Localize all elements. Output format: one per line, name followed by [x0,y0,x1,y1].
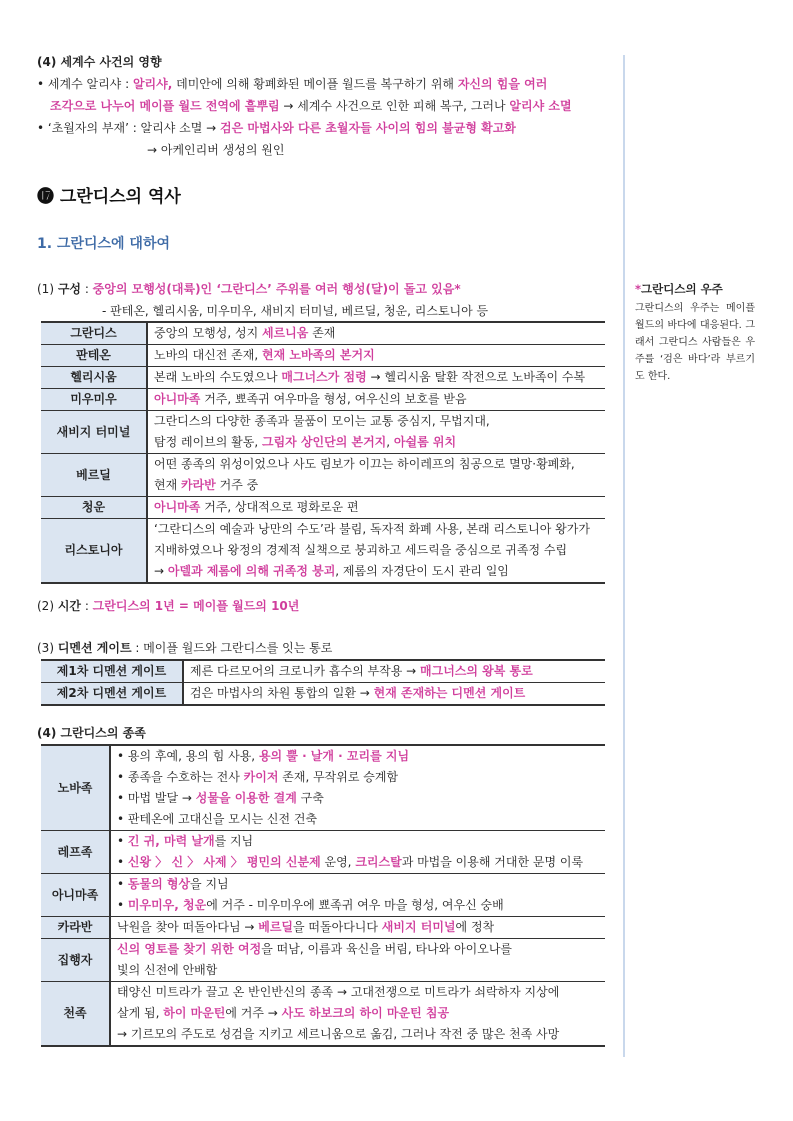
text-segment: 지배하였으나 왕정의 경제적 실책으로 붕괴하고 세드릭을 중심으로 귀족정 수립 [154,543,568,557]
row-content [147,367,605,389]
content-line [154,367,599,388]
highlighted-text: 조각으로 나누어 메이플 월드 전역에 흩뿌림 [50,99,280,113]
row-content [147,345,605,367]
content-line [154,519,599,540]
row-content [110,874,605,917]
highlighted-text: 크리스탈 [355,855,402,869]
highlighted-text: 미우미우, 청운 [127,898,207,912]
table-row [41,831,605,874]
prev-line [37,73,547,95]
row-label: 천족 [41,982,110,1047]
text-segment: 노바의 대신전 존재, [154,348,262,362]
highlighted-text: 아니마족 [154,392,201,406]
text-segment: → 기르모의 주도로 성검을 지키고 세르니움으로 옮김, 그러나 작전 중 많은 천족 사망 [117,1027,560,1041]
text-segment: 구축 [296,791,324,805]
highlighted-text: 그림자 상인단의 본거지 [262,435,387,449]
text-segment: • [117,898,128,912]
row-content [147,411,605,454]
text-segment: → 세계수 사건으로 인한 피해 복구, 그러나 [279,99,510,113]
highlighted-text: 중앙의 모행성(대륙)인 ‘그란디스’ 주위를 여러 행성(달)이 돌고 있음 [92,282,455,296]
text-segment: • 종족을 수호하는 전사 [117,770,244,784]
prev-line [147,139,284,161]
row-content [147,389,605,411]
text-segment: 제른 다르모어의 크로니카 흡수의 부작용 → [190,664,421,678]
row-label: 제2차 디멘션 게이트 [41,683,183,706]
text-segment: 본래 노바의 수도였으나 [154,370,282,384]
table-row [41,411,605,454]
row-content [110,939,605,982]
text-segment: (4) 그란디스의 종족 [37,726,146,740]
content-line [154,540,599,561]
highlighted-text: 세르니움 [262,326,309,340]
table-row [41,322,605,345]
table-row [41,454,605,497]
section-subtitle: 1. 그란디스에 대하여 [37,236,170,252]
row-content [183,683,605,706]
content-line [117,939,599,960]
table-row [41,683,605,706]
races-heading [37,722,146,744]
text-segment: 시간 [57,599,81,613]
table-row [41,389,605,411]
row-label: 집행자 [41,939,110,982]
text-segment: 구성 [57,282,81,296]
text-segment: : [81,282,93,296]
text-segment: • 세계수 알리샤 : [37,77,133,91]
text-segment: 탐정 레이브의 활동, [154,435,262,449]
content-line [154,561,599,582]
text-segment: 태양신 미트라가 끌고 온 반인반신의 종족 → 고대전쟁으로 미트라가 쇠락하자 지상에 [117,985,560,999]
text-segment: 빛의 신전에 안배함 [117,963,218,977]
content-line [117,1024,599,1045]
content-line [117,982,599,1003]
highlighted-text: 자신의 힘을 여러 [457,77,548,91]
text-segment: • 판테온에 고대신을 모시는 신전 건축 [117,812,318,826]
content-line [154,454,599,475]
text-segment: → [154,564,168,578]
highlighted-text: 베르딜 [258,920,294,934]
row-label: 새비지 터미널 [41,411,147,454]
text-segment: 데미안에 의해 황폐화된 메이플 월드를 복구하기 위해 [172,77,458,91]
highlighted-text: 매그너스가 점령 [281,370,367,384]
gate-heading [37,637,332,659]
row-label: 청운 [41,497,147,519]
table-row [41,519,605,584]
text-segment: • [117,834,128,848]
content-line [117,809,599,830]
text-segment: , 제롬의 자경단이 도시 관리 일임 [335,564,509,578]
side-note-title-text: 그란디스의 우주 [641,282,723,296]
prev-line [37,117,516,139]
side-note-body: 그란디스의 우주는 메이플 월드의 바다에 대응된다. 그래서 그란디스 사람들은 우주를 ‘검은 바다’라 부르기도 한다. [635,303,755,382]
highlighted-text: 검은 마법사와 다른 초월자들 사이의 힘의 불균형 확고화 [220,121,516,135]
highlighted-text: 알리샤 소멸 [509,99,572,113]
row-label: 판테온 [41,345,147,367]
text-segment: 검은 마법사의 차원 통합의 일환 → [190,686,374,700]
highlighted-text: 카이저 [243,770,279,784]
highlighted-text: 현재 노바족의 본거지 [262,348,375,362]
row-label: 미우미우 [41,389,147,411]
text-segment: 존재, 무작위로 승계함 [278,770,399,784]
content-line [154,432,599,453]
highlighted-text: 용의 뿔 · 날개 · 꼬리를 지님 [258,749,410,763]
row-content [183,660,605,683]
text-segment: , [386,435,394,449]
highlighted-text: 아델과 제롬에 의해 귀족정 붕괴 [167,564,336,578]
highlighted-text: 긴 귀, 마력 날개 [127,834,215,848]
highlighted-text: 매그너스의 왕복 통로 [420,664,533,678]
prev-heading: (4) 세계수 사건의 영향 [37,55,162,69]
content-line [190,683,599,704]
content-line [154,411,599,432]
content-line [117,917,599,938]
side-note [635,281,755,385]
highlighted-text: 그란디스의 1년 = 메이플 월드의 10년 [92,599,300,613]
highlighted-text: 동물의 형상 [127,877,191,891]
content-line [117,767,599,788]
content-line [154,475,599,496]
table-row [41,874,605,917]
content-line [117,874,599,895]
table-row [41,660,605,683]
row-label: 아니마족 [41,874,110,917]
text-segment: 현재 [154,478,181,492]
text-segment: → 헬리시움 탈환 작전으로 노바족이 수복 [366,370,586,384]
row-label: 헬리시움 [41,367,147,389]
text-segment: 낙원을 찾아 떠돌아다님 → [117,920,259,934]
text-segment: 과 마법을 이용해 거대한 문명 이룩 [401,855,584,869]
text-segment: (3) [37,641,58,655]
side-note-title [635,281,755,298]
text-segment: (1) [37,282,58,296]
table-row [41,345,605,367]
content-line [117,895,599,916]
row-label: 리스토니아 [41,519,147,584]
text-segment: 존재 [308,326,336,340]
table-row [41,745,605,831]
highlighted-text: 현재 존재하는 디멘션 게이트 [373,686,526,700]
row-label: 노바족 [41,745,110,831]
content-line [117,746,599,767]
text-segment: • ‘초월자의 부재’ : 알리샤 소멸 → [37,121,221,135]
number-badge: ⓱ [37,187,54,207]
text-segment: 디멘션 게이트 [57,641,132,655]
row-content [110,831,605,874]
text-segment: 에 거주 → [225,1006,282,1020]
highlighted-text: 아쉴롬 위치 [393,435,457,449]
content-line [117,831,599,852]
content-line [154,389,599,410]
highlighted-text: 카라반 [181,478,216,492]
composition-sub: - 판테온, 헬리시움, 미우미우, 새비지 터미널, 베르딜, 청운, 리스토니아 등 [102,304,489,318]
row-label: 카라반 [41,917,110,939]
composition-heading [37,278,461,300]
section-title-text: 그란디스의 역사 [59,187,181,207]
table-row [41,982,605,1047]
text-segment: 을 떠남, 이름과 육신을 버림, 타나와 아이오나를 [261,942,512,956]
highlighted-text: 성물을 이용한 결계 [195,791,297,805]
text-segment: 거주 중 [215,478,259,492]
planets-table [41,321,605,584]
highlighted-text: 새비지 터미널 [381,920,456,934]
text-segment: 중앙의 모행성, 성지 [154,326,262,340]
table-row [41,497,605,519]
races-table [41,744,605,1047]
text-segment: 을 떠돌아다니다 [293,920,382,934]
row-label: 베르딜 [41,454,147,497]
row-content [147,454,605,497]
content-line [117,788,599,809]
content-line [154,497,599,518]
section-title [37,182,181,207]
highlighted-text: 알리샤, [132,77,173,91]
highlighted-text: * [454,282,461,296]
highlighted-text: 하이 마운틴 [163,1006,226,1020]
text-segment: 운영, [320,855,356,869]
column-divider [623,55,625,1057]
row-label: 레프족 [41,831,110,874]
text-segment: • [117,877,128,891]
text-segment: ‘그란디스의 예술과 낭만의 수도’라 불림, 독자적 화폐 사용, 본래 리스토니아 왕가가 [154,522,590,536]
content-line [117,852,599,873]
content-line [117,960,599,981]
text-segment: 에 거주 - 미우미우에 뾰족귀 여우 마을 형성, 여우신 숭배 [206,898,504,912]
row-label: 그란디스 [41,322,147,345]
text-segment: 살게 됨, [117,1006,164,1020]
table-row [41,917,605,939]
row-label: 제1차 디멘션 게이트 [41,660,183,683]
table-row [41,367,605,389]
text-segment: 을 지님 [190,877,229,891]
text-segment: 그란디스의 다양한 종족과 물품이 모이는 교통 중심지, 무법지대, [154,414,490,428]
row-content [147,497,605,519]
text-segment: • 용의 후예, 용의 힘 사용, [117,749,259,763]
text-segment: • 마법 발달 → [117,791,196,805]
gate-table [41,659,605,706]
highlighted-text: 사도 하보크의 하이 마운틴 침공 [281,1006,450,1020]
text-segment: 어떤 종족의 위성이었으나 사도 림보가 이끄는 하이레프의 침공으로 멸망·황폐화, [154,457,575,471]
text-segment: 거주, 뾰족귀 여우마을 형성, 여우신의 보호를 받음 [200,392,467,406]
row-content [110,982,605,1047]
content-line [154,345,599,366]
row-content [110,745,605,831]
content-line [117,1003,599,1024]
content-line [190,661,599,682]
text-segment: → 아케인리버 생성의 원인 [147,143,285,157]
row-content [147,322,605,345]
row-content [110,917,605,939]
prev-line [50,95,572,117]
text-segment: : 메이플 월드와 그란디스를 잇는 통로 [131,641,333,655]
time-heading [37,595,299,617]
text-segment: 에 정착 [455,920,495,934]
text-segment: (2) [37,599,58,613]
asterisk: * [635,282,642,296]
text-segment: 를 지님 [214,834,254,848]
highlighted-text: 아니마족 [154,500,201,514]
row-content [147,519,605,584]
table-row [41,939,605,982]
text-segment: • [117,855,128,869]
text-segment: 거주, 상대적으로 평화로운 편 [200,500,359,514]
highlighted-text: 신왕 〉 신 〉 사제 〉 평민의 신분제 [127,855,321,869]
highlighted-text: 신의 영토를 찾기 위한 여정 [117,942,262,956]
text-segment: : [81,599,93,613]
content-line [154,323,599,344]
